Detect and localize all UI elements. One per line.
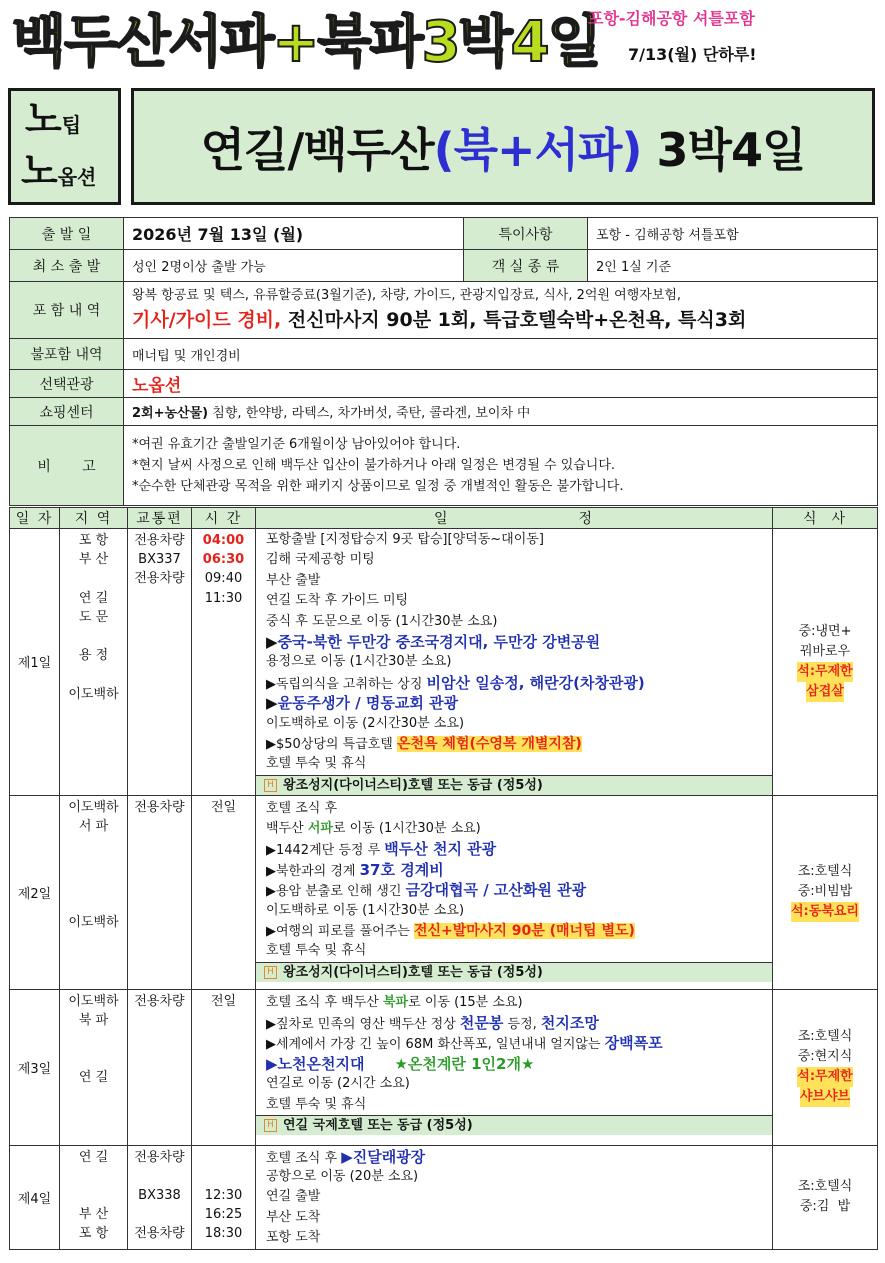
info-table bbox=[9, 217, 878, 506]
excl-value: 매너팁 및 개인경비 bbox=[124, 339, 878, 370]
col-transport: 교통편 bbox=[128, 508, 192, 529]
day3-meals: 조:호텔식 중:현지식 석:무제한 샤브샤브 bbox=[773, 989, 878, 1145]
day2-itinerary: 호텔 조식 후 백두산 서파로 이동 (1시간30분 소요) ▶1442계단 등정 루 백두산 천지 관광 ▶북한과의 경계 37호 경계비 ▶용암 분출로 인해 생긴 금강대협곡 / 고산화원 관광 이도백하로 이동 (1시간30분 소요) ▶여행의 피로를 풀어주는 전신+발마사지 90분 (매너팁 별도) 호텔 투숙 및 휴식 H 왕조성지(다이너스티)호텔 또는 동급 (정5성) bbox=[256, 795, 773, 989]
day4-regions: 연 길 부 산 포 항 bbox=[60, 1145, 128, 1249]
hotel-icon: H bbox=[264, 779, 277, 792]
special-value: 포항 - 김해공항 셔틀포함 bbox=[588, 218, 878, 250]
min-label: 최 소 출 발 bbox=[10, 250, 124, 282]
shuttle-note: 포항-김해공항 셔틀포함 bbox=[588, 9, 755, 28]
depart-value: 2026년 7월 13일 (월) bbox=[124, 218, 464, 250]
day4-row bbox=[10, 1145, 878, 1249]
no-tip-label: 노팁 bbox=[25, 97, 82, 141]
col-day: 일 자 bbox=[10, 508, 60, 529]
col-meal: 식 사 bbox=[773, 508, 878, 529]
day2-hotel: H 왕조성지(다이너스티)호텔 또는 동급 (정5성) bbox=[256, 962, 772, 982]
day2-meals: 조:호텔식 중:비빔밥 석:동북요리 bbox=[773, 795, 878, 989]
day1-label: 제1일 bbox=[10, 529, 60, 796]
hotel-icon: H bbox=[264, 966, 277, 979]
day3-itinerary: 호텔 조식 후 백두산 북파로 이동 (15분 소요) ▶짚차로 민족의 영산 백두산 정상 천문봉 등정, 천지조망 ▶세계에서 가장 긴 높이 68M 화산폭포, 일년내내 얼지않는 장백폭포 ▶노천온천지대 ★온천계란 1인2개★ 연길로 이동 (2시간 소요) 호텔 투숙 및 휴식 H 연길 국제호텔 또는 동급 (정5성) bbox=[256, 989, 773, 1145]
day1-itinerary: 포항출발 [지정탑승지 9곳 탑승][양덕동~대이동] 김해 국제공항 미팅 부산 출발 연길 도착 후 가이드 미팅 중식 후 도문으로 이동 (1시간30분 소요) ▶중국-북한 두만강 중조국경지대, 두만강 강변공원 용정으로 이동 (1시간30분 소요) ▶독립의식을 고취하는 상징 비암산 일송정, 해란강(차창관광) ▶윤동주생가 / 명동교회 관광 이도백하로 이동 (2시간30분 소요) ▶$50상당의 특급호텔 온천욕 체험(수영복 개별지참) 호텔 투숙 및 휴식 H 왕조성지(다이너스티)호텔 또는 동급 (정5성) bbox=[256, 529, 773, 796]
day3-regions: 이도백하 북 파 연 길 bbox=[60, 989, 128, 1145]
day2-transport: 전용차량 bbox=[128, 795, 192, 989]
day3-time: 전일 bbox=[192, 989, 256, 1145]
shop-value: 2회+농산물) 침향, 한약방, 라텍스, 차가버섯, 죽탄, 콜라겐, 보이차 中 bbox=[124, 398, 878, 426]
day1-regions: 포 항 부 산 연 길 도 문 용 정 이도백하 bbox=[60, 529, 128, 796]
main-title: 백두산서파+북파3박4일 bbox=[12, 10, 600, 75]
day3-hotel: H 연길 국제호텔 또는 동급 (정5성) bbox=[256, 1115, 772, 1135]
day4-itinerary: 호텔 조식 후 ▶진달래광장 공항으로 이동 (20분 소요) 연길 출발 부산 도착 포항 도착 bbox=[256, 1145, 773, 1249]
day3-row bbox=[10, 989, 878, 1145]
no-tip-no-option-badge bbox=[8, 88, 121, 205]
day2-time: 전일 bbox=[192, 795, 256, 989]
day1-times: 04:00 06:30 09:40 11:30 bbox=[192, 529, 256, 796]
room-value: 2인 1실 기준 bbox=[588, 250, 878, 282]
remark-label: 비 고 bbox=[10, 426, 124, 506]
schedule-table bbox=[9, 507, 878, 1250]
day2-label: 제2일 bbox=[10, 795, 60, 989]
shop-label: 쇼핑센터 bbox=[10, 398, 124, 426]
day4-label: 제4일 bbox=[10, 1145, 60, 1249]
col-itinerary: 일 정 bbox=[256, 508, 773, 529]
min-value: 성인 2명이상 출발 가능 bbox=[124, 250, 464, 282]
no-option-label: 노옵션 bbox=[21, 149, 97, 193]
day1-transports: 전용차량 BX337 전용차량 bbox=[128, 529, 192, 796]
day1-row bbox=[10, 529, 878, 796]
depart-label: 출 발 일 bbox=[10, 218, 124, 250]
col-region: 지 역 bbox=[60, 508, 128, 529]
day1-hotel: H 왕조성지(다이너스티)호텔 또는 동급 (정5성) bbox=[256, 775, 772, 795]
product-title: 연길/백두산(북+서파) 3박4일 bbox=[200, 122, 806, 177]
day2-regions: 이도백하 서 파 이도백하 bbox=[60, 795, 128, 989]
day4-meals: 조:호텔식 중:김 밥 bbox=[773, 1145, 878, 1249]
day3-transport: 전용차량 bbox=[128, 989, 192, 1145]
day2-row bbox=[10, 795, 878, 989]
day3-label: 제3일 bbox=[10, 989, 60, 1145]
room-label: 객 실 종 류 bbox=[464, 250, 588, 282]
incl-value: 왕복 항공료 및 텍스, 유류할증료(3월기준), 차량, 가이드, 관광지입장료, 식사, 2억원 여행자보험, 기사/가이드 경비, 전신마사지 90분 1회, 특급호텔숙박+온천욕, 특식3회 bbox=[124, 282, 878, 339]
hotel-icon: H bbox=[264, 1119, 277, 1132]
date-note: 7/13(월) 단하루! bbox=[628, 45, 757, 64]
day4-transports: 전용차량 BX338 전용차량 bbox=[128, 1145, 192, 1249]
col-time: 시 간 bbox=[192, 508, 256, 529]
day1-meals: 중:냉면+ 꿔바로우 석:무제한 삼겹살 bbox=[773, 529, 878, 796]
remark-value: *여권 유효기간 출발일기준 6개월이상 남아있어야 합니다. *현지 날씨 사정으로 인해 백두산 입산이 불가하거나 아래 일정은 변경될 수 있습니다. *순수한 단체관광 목적을 위한 패키지 상품이므로 일정 중 개별적인 활동은 불가합니다. bbox=[124, 426, 878, 506]
incl-label: 포 함 내 역 bbox=[10, 282, 124, 339]
option-label: 선택관광 bbox=[10, 370, 124, 398]
special-label: 특이사항 bbox=[464, 218, 588, 250]
excl-label: 불포함 내역 bbox=[10, 339, 124, 370]
day4-times: 12:30 16:25 18:30 bbox=[192, 1145, 256, 1249]
product-title-box bbox=[131, 88, 875, 205]
option-value: 노옵션 bbox=[124, 370, 878, 398]
